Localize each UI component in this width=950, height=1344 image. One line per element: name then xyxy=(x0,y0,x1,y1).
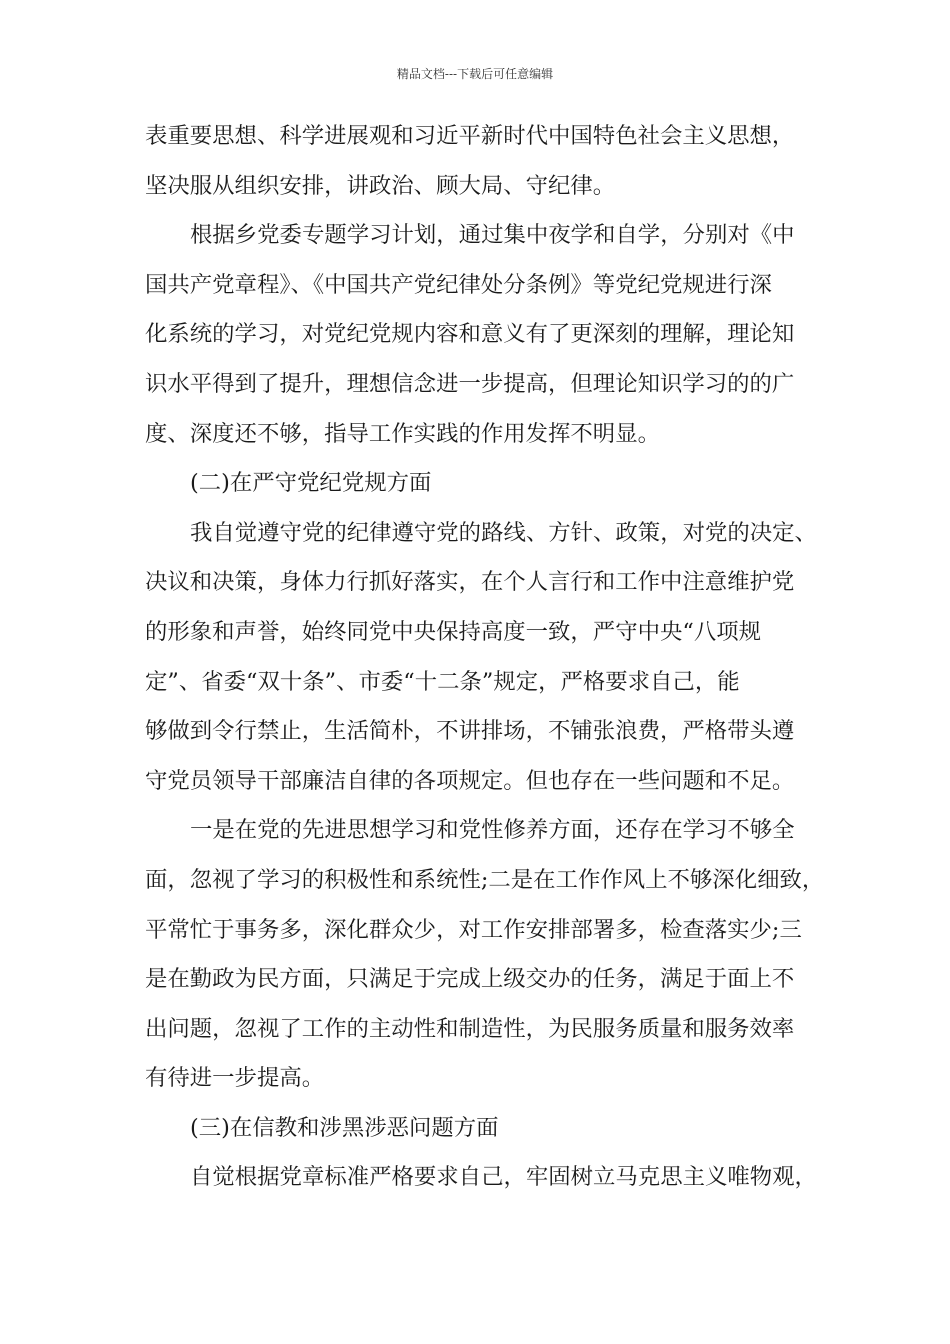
paragraph-start-line: 根据乡党委专题学习计划，通过集中夜学和自学，分别对《中 xyxy=(190,222,795,249)
text-line: 定”、省委“双十条”、市委“十二条”规定，严格要求自己，能 xyxy=(145,668,740,695)
text-line: 有待进一步提高。 xyxy=(145,1065,325,1092)
text-line: 面，忽视了学习的积极性和系统性;二是在工作作风上不够深化细致， xyxy=(145,866,825,893)
text-line: 够做到令行禁止，生活简朴，不讲排场，不铺张浪费，严格带头遵 xyxy=(145,718,795,745)
text-line: 表重要思想、科学进展观和习近平新时代中国特色社会主义思想， xyxy=(145,123,795,149)
text-line: 出问题，忽视了工作的主动性和制造性，为民服务质量和服务效率 xyxy=(145,1015,795,1042)
text-line: 化系统的学习，对党纪党规内容和意义有了更深刻的理解，理论知 xyxy=(145,321,795,348)
paragraph-start-line: 我自觉遵守党的纪律遵守党的路线、方针、政策，对党的决定、 xyxy=(190,519,817,546)
paragraph-start-line: 一是在党的先进思想学习和党性修养方面，还存在学习不够全 xyxy=(190,817,795,844)
text-line: 是在勤政为民方面，只满足于完成上级交办的任务，满足于面上不 xyxy=(145,966,795,993)
text-line: 国共产党章程》、《中国共产党纪律处分条例》等党纪党规进行深 xyxy=(145,271,772,298)
document-body xyxy=(145,124,825,1215)
page-header: 精品文档---下载后可任意编辑 xyxy=(396,67,554,81)
text-line: 度、深度还不够，指导工作实践的作用发挥不明显。 xyxy=(145,420,660,447)
text-line: 识水平得到了提升，理想信念进一步提高，但理论知识学习的的广 xyxy=(145,370,795,397)
text-line: 的形象和声誉，始终同党中央保持高度一致，严守中央“八项规 xyxy=(145,618,761,645)
section-heading: (三)在信教和涉黑涉恶问题方面 xyxy=(190,1114,499,1141)
text-line: 决议和决策，身体力行抓好落实，在个人言行和工作中注意维护党 xyxy=(145,569,795,596)
paragraph-start-line: 自觉根据党章标准严格要求自己，牢固树立马克思主义唯物观， xyxy=(190,1164,817,1191)
text-line: 守党员领导干部廉洁自律的各项规定。但也存在一些问题和不足。 xyxy=(145,767,795,794)
section-heading: (二)在严守党纪党规方面 xyxy=(190,470,432,497)
text-line: 坚决服从组织安排，讲政治、顾大局、守纪律。 xyxy=(145,172,616,199)
text-line: 平常忙于事务多，深化群众少，对工作安排部署多，检查落实少;三 xyxy=(145,916,802,943)
